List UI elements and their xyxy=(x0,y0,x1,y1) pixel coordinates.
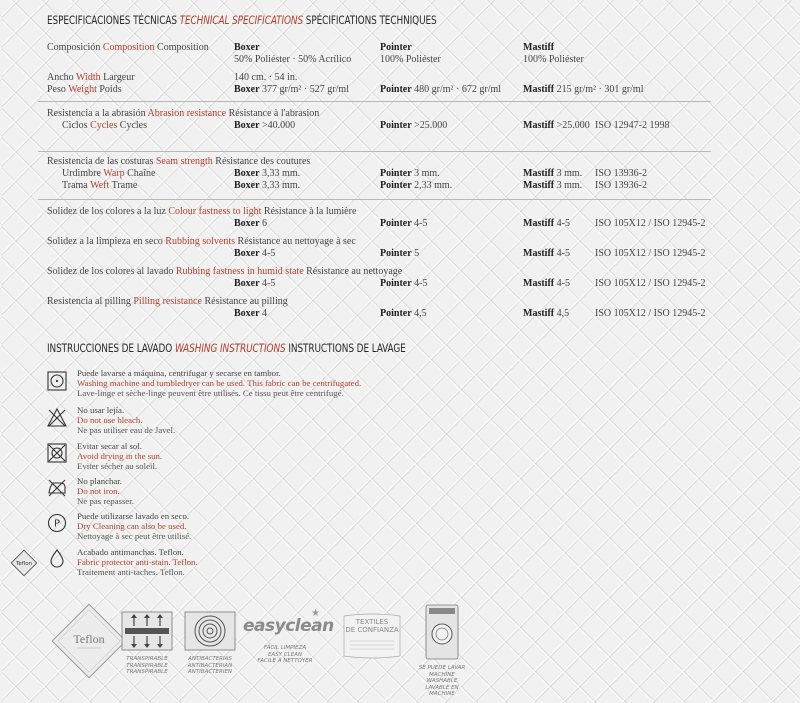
dryclean-label: Solidez a la limpieza en seco Rubbing solvents Résistance au nettoyage à sec xyxy=(47,236,356,247)
light-label: Solidez de los colores a la luz Colour fastness to light Résistance à la lumière xyxy=(47,206,357,217)
washing-heading: INSTRUCCIONES DE LAVADO WASHING INSTRUCTIONS INSTRUCTIONS DE LAVAGE xyxy=(47,341,406,355)
antibacterias-caption: ANTIBACTERIAS ANTIBACTERIAN ANTIBACTERIEN xyxy=(187,656,233,675)
washing-text-5: Puede utilizarse lavado en seco. Dry Cleaning can also be used. Nettoyage à sec peut être utilisé. xyxy=(77,511,192,541)
easyclean-logo xyxy=(243,608,334,678)
oeko-tex-text: TEXTILES DE CONFIANZA xyxy=(345,618,399,634)
washing-text-6: Acabado antimanchas. Teflon. Fabric protector anti-stain. Teflon. Traitement anti-taches. Teflon. xyxy=(77,547,198,577)
washing-text-3: Evitar secar al sol. Avoid drying in the sun. Eviter sécher au soleil. xyxy=(77,441,163,471)
easyclean-caption: FÁCIL LIMPIEZA EASY CLEAN FACILE À NETTOYER xyxy=(257,645,313,664)
washing-machine-icon xyxy=(46,370,68,392)
pointer-abrasion: Pointer >25.000 xyxy=(380,120,448,131)
pilling-label: Resistencia al pilling Pilling resistance Résistance au pilling xyxy=(47,296,288,307)
mastiff-abrasion: Mastiff >25.000 xyxy=(523,120,590,131)
boxer-light: Boxer 6 xyxy=(234,218,268,229)
washing-text-1: Puede lavarse a máquina, centrifugar y secarse en tambor. Washing machine and tumbledryer can be used. This fabric can be centrifugated. Lave-linge et sèche-linge peuvent être utilisés. Ce tissu peut être centrifugé. xyxy=(77,368,362,398)
dryclean-iso: ISO 105X12 / ISO 12945-2 xyxy=(595,248,706,259)
lavable-logo xyxy=(418,604,466,697)
svg-text:P: P xyxy=(53,518,61,530)
svg-text:Teflon: Teflon xyxy=(15,561,33,567)
pointer-light: Pointer 4-5 xyxy=(380,218,428,229)
light-iso: ISO 105X12 / ISO 12945-2 xyxy=(595,218,706,229)
easyclean-wordmark: easyclean xyxy=(243,616,334,636)
dry-clean-icon xyxy=(46,512,68,534)
warp-iso: ISO 13936-2 xyxy=(595,168,647,179)
boxer-wash: Boxer 4-5 xyxy=(234,278,276,289)
mastiff-light: Mastiff 4-5 xyxy=(523,218,570,229)
svg-text:Teflon: Teflon xyxy=(73,632,105,646)
weft-iso: ISO 13936-2 xyxy=(595,180,647,191)
boxer-weight: Boxer 377 gr/m² · 527 gr/ml xyxy=(234,84,349,95)
wash-iso: ISO 105X12 / ISO 12945-2 xyxy=(595,278,706,289)
heading-en: TECHNICAL SPECIFICATIONS xyxy=(179,13,304,27)
specs-heading xyxy=(47,13,437,27)
no-iron-icon xyxy=(46,477,68,499)
heading-es: ESPECIFICACIONES TÉCNICAS xyxy=(47,13,177,27)
teflon-drop-icon xyxy=(46,547,68,569)
transpirable-logo xyxy=(121,611,173,677)
mastiff-weight: Mastiff 215 gr/m² · 301 gr/ml xyxy=(523,84,644,95)
no-sun-dry-icon xyxy=(46,442,68,464)
heading-fr: SPÉCIFICATIONS TECHNIQUES xyxy=(305,13,437,27)
divider xyxy=(38,101,711,102)
boxer-pilling: Boxer 4 xyxy=(234,308,268,319)
warp-label: Urdimbre Warp Chaîne xyxy=(62,168,156,179)
pointer-weft: Pointer 2,33 mm. xyxy=(380,180,453,191)
pointer-dryclean: Pointer 5 xyxy=(380,248,420,259)
boxer-abrasion: Boxer >40.000 xyxy=(234,120,296,131)
boxer-composition: 50% Poliéster · 50% Acrílico xyxy=(234,54,352,65)
boxer-warp: Boxer 3,33 mm. xyxy=(234,168,301,179)
wash-label: Solidez de los colores al lavado Rubbing fastness in humid state Résistance au nettoyage xyxy=(47,266,403,277)
pointer-composition: 100% Poliéster xyxy=(380,54,441,65)
divider xyxy=(38,199,711,200)
divider xyxy=(38,151,711,152)
abrasion-iso: ISO 12947-2 1998 xyxy=(595,120,670,131)
mastiff-weft: Mastiff 3 mm. xyxy=(523,180,583,191)
pointer-wash: Pointer 4-5 xyxy=(380,278,428,289)
lavable-caption: SE PUEDE LAVAR MACHINE WASHABLE LAVABLE EN MACHINE xyxy=(418,665,466,697)
boxer-header: Boxer xyxy=(234,42,260,53)
mastiff-pilling: Mastiff 4,5 xyxy=(523,308,570,319)
antibacterias-logo xyxy=(184,611,236,677)
pilling-iso: ISO 105X12 / ISO 12945-2 xyxy=(595,308,706,319)
mastiff-header: Mastiff xyxy=(523,42,555,53)
mastiff-warp: Mastiff 3 mm. xyxy=(523,168,583,179)
pointer-header: Pointer xyxy=(380,42,412,53)
mastiff-wash: Mastiff 4-5 xyxy=(523,278,570,289)
star-icon: ★ xyxy=(311,608,320,619)
weft-label: Trama Weft Trame xyxy=(62,180,138,191)
washing-text-2: No usar lejía. Do not use bleach. Ne pas utiliser eau de Javel. xyxy=(77,405,176,435)
no-bleach-icon xyxy=(46,407,68,429)
seam-label: Resistencia de las costuras Seam strength Résistance des coutures xyxy=(47,156,311,167)
boxer-dryclean: Boxer 4-5 xyxy=(234,248,276,259)
weight-label: Peso Weight Poids xyxy=(47,84,122,95)
mastiff-composition: 100% Poliéster xyxy=(523,54,584,65)
pointer-pilling: Pointer 4,5 xyxy=(380,308,427,319)
composition-label: Composición Composition Composition xyxy=(47,42,209,53)
washing-text-4: No planchar. Do not iron. Ne pas repasser. xyxy=(77,476,134,506)
boxer-weft: Boxer 3,33 mm. xyxy=(234,180,301,191)
mastiff-dryclean: Mastiff 4-5 xyxy=(523,248,570,259)
transpirable-caption: TRANSPIRABLE TRANSPIRABLE TRANSPIRABLE xyxy=(126,656,168,675)
teflon-badge-icon xyxy=(9,548,39,578)
oeko-tex-logo xyxy=(338,613,406,659)
cycles-label: Ciclos Cycles Cycles xyxy=(62,120,147,131)
width-label: Ancho Width Largeur xyxy=(47,72,135,83)
pointer-weight: Pointer 480 gr/m² · 672 gr/ml xyxy=(380,84,502,95)
pointer-warp: Pointer 3 mm. xyxy=(380,168,440,179)
width-value: 140 cm. · 54 in. xyxy=(234,72,298,83)
abrasion-label: Resistencia a la abrasión Abrasion resistance Résistance à l'abrasion xyxy=(47,108,320,119)
